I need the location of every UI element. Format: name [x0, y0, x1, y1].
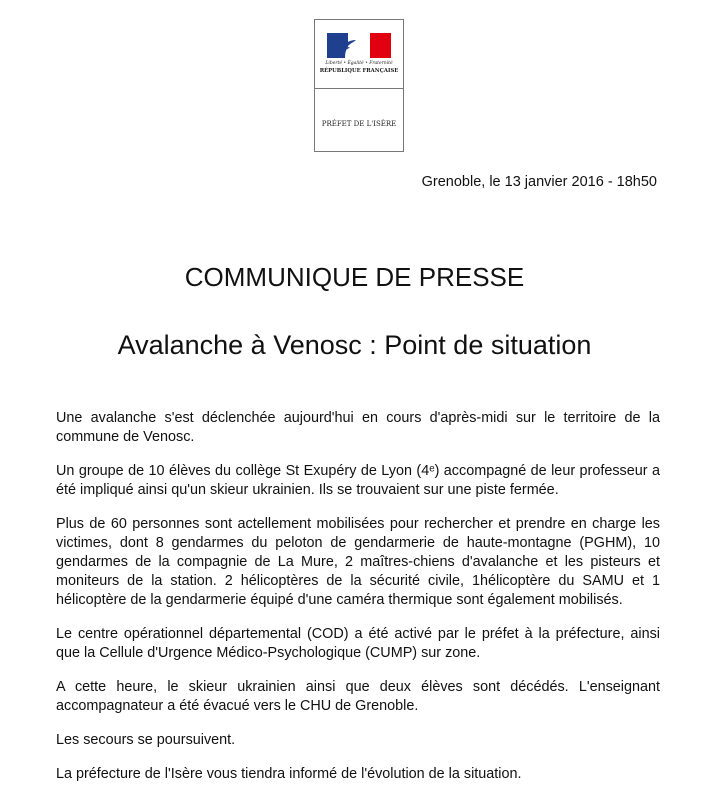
prefecture-name: PRÉFET DE L'ISÈRE — [321, 120, 397, 128]
paragraph-4: Le centre opérationnel départemental (COD) a été activé par le préfet à la préfecture, ainsi que la Cellule d'Urgence Médico-Psychologique (CUMP) sur zone. — [56, 626, 660, 661]
paragraph-6: Les secours se poursuivent. — [56, 732, 236, 748]
paragraph-7: La préfecture de l'Isère vous tiendra informé de l'évolution de la situation. — [56, 766, 522, 782]
republic-name: RÉPUBLIQUE FRANÇAISE — [319, 68, 399, 74]
republic-motto: Liberté • Égalité • Fraternité — [325, 61, 393, 66]
document-title: COMMUNIQUE DE PRESSE — [184, 262, 525, 292]
paragraph-5: A cette heure, le skieur ukrainien ainsi que deux élèves sont décédés. L'enseignant accompagnateur a été évacué vers le CHU de Grenoble. — [56, 679, 660, 714]
paragraph-3: Plus de 60 personnes sont actellement mobilisées pour rechercher et prendre en charge les victimes, dont 8 gendarmes du peloton de gendarmerie de haute-montagne (PGHM), 10 gendarmes de la compagnie de La Mure, 2 maîtres-chiens d'avalanche et les pisteurs et moniteurs de la station. 2 hélicoptères de la sécurité civile, 1hélicoptère du SAMU et 1 hélicoptère de la gendarmerie équipé d'une caméra thermique sont également mobilisés. — [56, 516, 660, 608]
press-release-body — [56, 409, 660, 799]
republic-logo — [315, 20, 403, 89]
paragraph-1: Une avalanche s'est déclenchée aujourd'hui en cours d'après-midi sur le territoire de la commune de Venosc. — [56, 410, 660, 445]
prefecture-logo-block — [314, 19, 404, 152]
marianne-profile-icon — [327, 33, 391, 58]
document-subtitle: Avalanche à Venosc : Point de situation — [117, 330, 592, 360]
paragraph-2: Un groupe de 10 élèves du collège St Exupéry de Lyon (4ᵉ) accompagné de leur professeur a été impliqué ainsi qu'un skieur ukrainien. Ils se trouvaient sur une piste fermée. — [56, 463, 660, 498]
dateline: Grenoble, le 13 janvier 2016 - 18h50 — [421, 174, 657, 190]
